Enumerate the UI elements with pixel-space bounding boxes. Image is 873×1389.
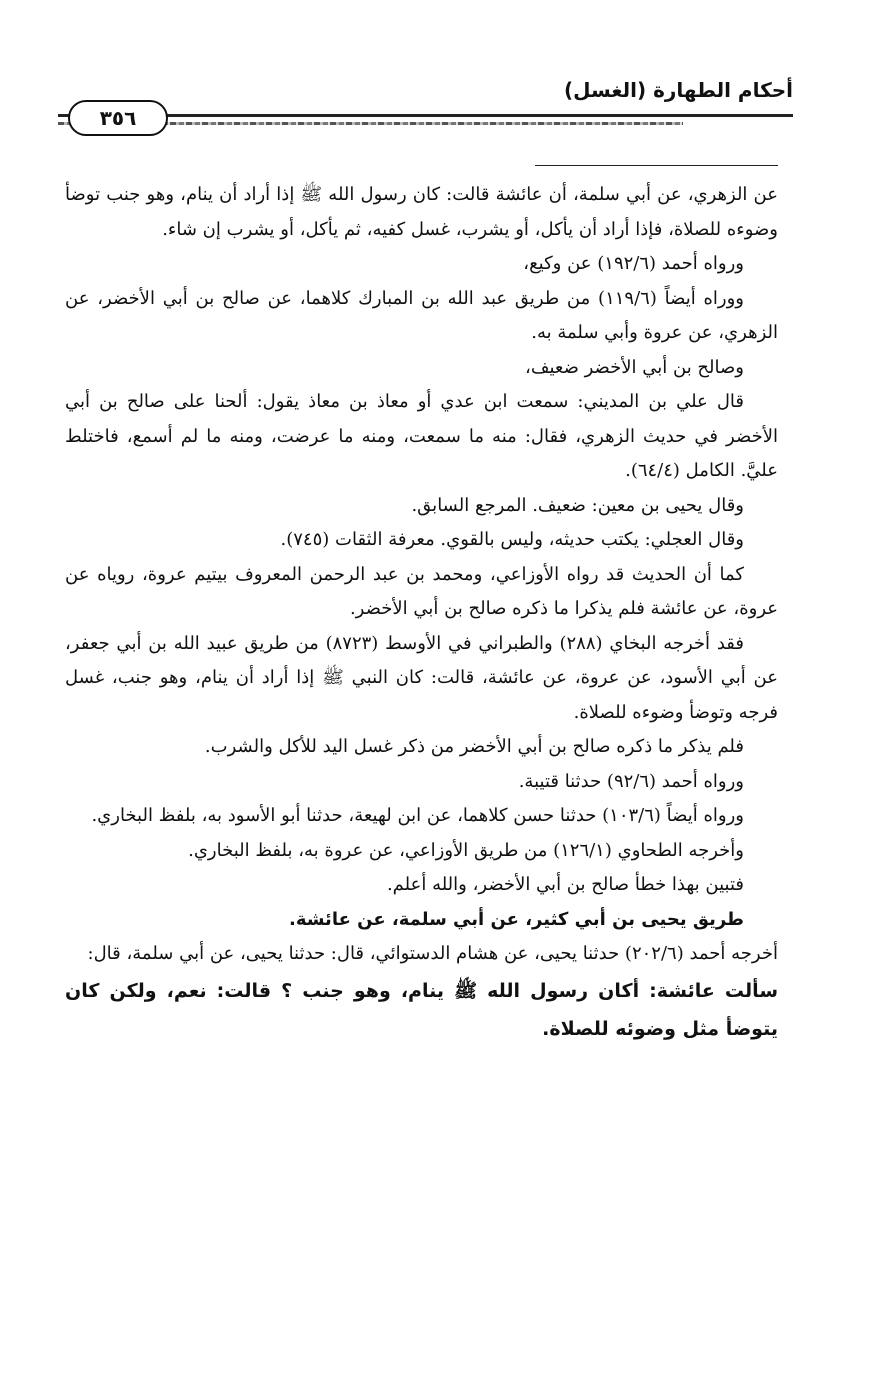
paragraph: وقال العجلي: يكتب حديثه، وليس بالقوي. معرفة الثقات (٧٤٥).: [280, 529, 744, 550]
paragraph: فلم يذكر ما ذكره صالح بن أبي الأخضر من ذكر غسل اليد للأكل والشرب.: [204, 736, 744, 757]
paragraph: ووراه أيضاً (١١٩/٦) من طريق عبد الله بن المبارك كلاهما، عن صالح بن أبي الأخضر، عن الزهري، عن عروة وأبي سلمة به.: [65, 287, 778, 343]
paragraph: فقد أخرجه البخاي (٢٨٨) والطبراني في الأوسط (٨٧٢٣) من طريق عبيد الله بن أبي جعفر، عن أبي الأسود، عن عروة، عن عائشة، قالت: كان النبي ﷺ إذا أراد أن ينام، وهو جنب، غسل فرجه وتوضأ وضوءه للصلاة.: [65, 632, 778, 723]
page-number: ٣٥٦: [68, 100, 168, 136]
paragraph: عن الزهري، عن أبي سلمة، أن عائشة قالت: كان رسول الله ﷺ إذا أراد أن ينام، وهو جنب توضأ وضوءه للصلاة، فإذا أراد أن يأكل، أو يشرب، غسل كفيه، ثم يأكل، أو يشرب إن شاء.: [65, 184, 778, 240]
paragraph: ورواه أحمد (١٩٢/٦) عن وكيع،: [523, 253, 744, 274]
running-title: أحكام الطهارة (الغسل): [563, 78, 793, 102]
section-heading: طريق يحيى بن أبي كثير، عن أبي سلمة، عن عائشة.: [288, 908, 744, 930]
paragraph: وأخرجه الطحاوي (١٢٦/١) من طريق الأوزاعي، عن عروة به، بلفظ البخاري.: [188, 839, 744, 861]
paragraph: ورواه أحمد (٩٢/٦) حدثنا قتيبة.: [518, 770, 744, 792]
paragraph: قال علي بن المديني: سمعت ابن عدي أو معاذ بن معاذ يقول: ألحنا على صالح بن أبي الأخضر في حديث الزهري، فقال: منه ما سمعت، ومنه ما عرضت، ومنه ما لم أسمع، فاختلط عليَّ. الكامل (٦٤/٤).: [65, 391, 778, 481]
header-rule: [58, 114, 793, 117]
hadith-quote: سألت عائشة: أكان رسول الله ﷺ ينام، وهو جنب ؟ قالت: نعم، ولكن كان يتوضأ مثل وضوئه للصلاة.: [65, 979, 778, 1040]
page-header: [58, 70, 793, 140]
paragraph: كما أن الحديث قد رواه الأوزاعي، ومحمد بن عبد الرحمن المعروف بيتيم عروة، روياه عن عروة، عن عائشة فلم يذكرا ما ذكره صالح بن أبي الأخضر.: [65, 563, 778, 619]
paragraph: فتبين بهذا خطأ صالح بن أبي الأخضر، والله أعلم.: [386, 874, 744, 895]
paragraph: وصالح بن أبي الأخضر ضعيف،: [525, 356, 744, 378]
paragraph: وقال يحيى بن معين: ضعيف. المرجع السابق.: [411, 494, 744, 516]
footnote-separator: [535, 165, 778, 166]
paragraph: أخرجه أحمد (٢٠٢/٦) حدثنا يحيى، عن هشام الدستوائي، قال: حدثنا يحيى، عن أبي سلمة، قال:: [87, 943, 778, 964]
paragraph: ورواه أيضاً (١٠٣/٦) حدثنا حسن كلاهما، عن ابن لهيعة، حدثنا أبو الأسود به، بلفظ البخاري.: [91, 805, 744, 826]
footnote-body: [65, 178, 778, 1048]
